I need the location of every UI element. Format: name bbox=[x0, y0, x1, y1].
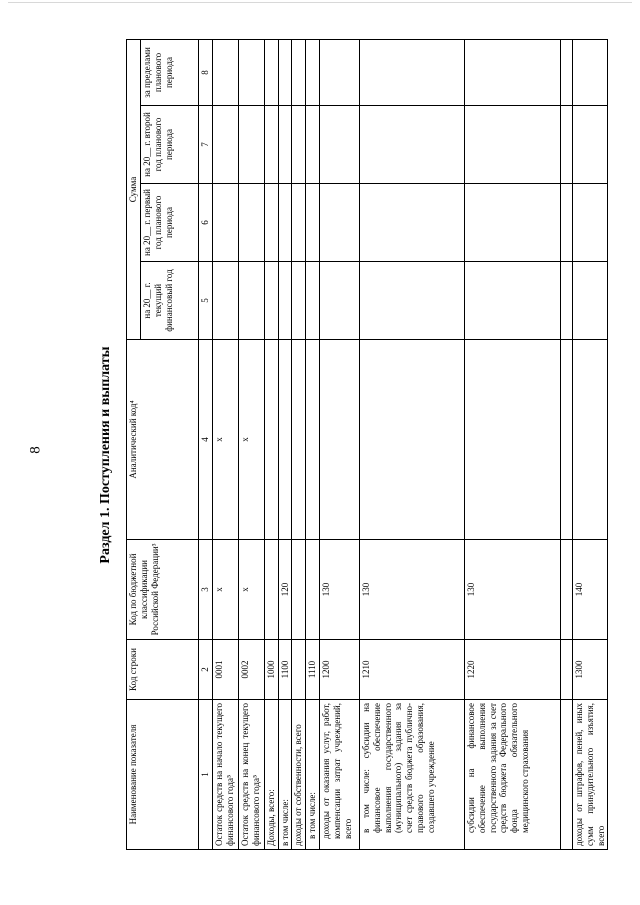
header-sum-beyond-plan: за пределами планового периода bbox=[141, 39, 199, 105]
row-sum-cell bbox=[278, 106, 292, 184]
row-name: в том числе: bbox=[278, 700, 292, 850]
row-sum-cell bbox=[306, 184, 320, 262]
row-sum-cell bbox=[238, 106, 264, 184]
row-sum-cell bbox=[572, 39, 607, 105]
table-row bbox=[278, 39, 292, 849]
row-analytic-code bbox=[264, 340, 278, 540]
row-line-code: 1220 bbox=[464, 640, 560, 700]
row-name: в том числе: bbox=[306, 700, 320, 850]
row-sum-cell bbox=[264, 106, 278, 184]
row-sum-cell bbox=[264, 184, 278, 262]
row-line-code: 1110 bbox=[306, 640, 320, 700]
row-sum-cell bbox=[464, 106, 560, 184]
row-name bbox=[560, 700, 572, 850]
row-sum-cell bbox=[212, 262, 238, 340]
row-sum-cell bbox=[212, 39, 238, 105]
row-name: Остаток средств на начало текущего финансового года⁵ bbox=[212, 700, 238, 850]
row-sum-cell bbox=[278, 184, 292, 262]
column-number: 5 bbox=[199, 262, 213, 340]
row-sum-cell bbox=[238, 184, 264, 262]
row-analytic-code bbox=[292, 340, 306, 540]
row-sum-cell bbox=[359, 39, 464, 105]
row-sum-cell bbox=[560, 262, 572, 340]
row-analytic-code bbox=[306, 340, 320, 540]
row-name: доходы от собственности, всего bbox=[292, 700, 306, 850]
row-line-code bbox=[560, 640, 572, 700]
header-line-code: Код строки bbox=[127, 640, 199, 700]
header-sum-first-plan-year: на 20__ г. первый год планового периода bbox=[141, 184, 199, 262]
row-sum-cell bbox=[560, 106, 572, 184]
table-row bbox=[238, 39, 264, 849]
receipts-payments-table bbox=[126, 39, 608, 850]
row-line-code: 1200 bbox=[319, 640, 359, 700]
row-budget-code: х bbox=[212, 540, 238, 640]
row-sum-cell bbox=[359, 106, 464, 184]
row-name: Доходы, всего: bbox=[264, 700, 278, 850]
table-row bbox=[560, 39, 572, 849]
table-row bbox=[359, 39, 464, 849]
row-sum-cell bbox=[278, 39, 292, 105]
row-budget-code: 130 bbox=[464, 540, 560, 640]
table-row bbox=[319, 39, 359, 849]
row-budget-code bbox=[306, 540, 320, 640]
row-budget-code bbox=[560, 540, 572, 640]
row-analytic-code: х bbox=[212, 340, 238, 540]
column-number: 1 bbox=[199, 700, 213, 850]
row-line-code: 1100 bbox=[278, 640, 292, 700]
row-sum-cell bbox=[572, 184, 607, 262]
row-budget-code: 120 bbox=[278, 540, 292, 640]
scan-edge-line bbox=[8, 2, 632, 3]
row-budget-code: 140 bbox=[572, 540, 607, 640]
row-name: Остаток средств на конец текущего финансового года⁵ bbox=[238, 700, 264, 850]
row-sum-cell bbox=[319, 262, 359, 340]
row-analytic-code bbox=[572, 340, 607, 540]
row-name: в том числе: субсидии на финансовое обеспечение выполнения государственного (муниципального) задания за счет средств бюджета публично-правового образования, создавшего учреждение bbox=[359, 700, 464, 850]
row-sum-cell bbox=[560, 39, 572, 105]
table-row bbox=[292, 39, 306, 849]
row-sum-cell bbox=[264, 39, 278, 105]
table-row bbox=[212, 39, 238, 849]
row-sum-cell bbox=[560, 184, 572, 262]
row-analytic-code: х bbox=[238, 340, 264, 540]
row-sum-cell bbox=[264, 262, 278, 340]
row-line-code: 1000 bbox=[264, 640, 278, 700]
row-budget-code bbox=[264, 540, 278, 640]
page-number-text: 8 bbox=[27, 446, 44, 454]
row-sum-cell bbox=[238, 262, 264, 340]
row-sum-cell bbox=[359, 262, 464, 340]
row-sum-cell bbox=[464, 262, 560, 340]
row-sum-cell bbox=[572, 262, 607, 340]
row-budget-code: х bbox=[238, 540, 264, 640]
row-sum-cell bbox=[278, 262, 292, 340]
row-line-code bbox=[292, 640, 306, 700]
row-analytic-code bbox=[464, 340, 560, 540]
row-sum-cell bbox=[292, 262, 306, 340]
header-sum-second-plan-year: на 20__ г. второй год планового периода bbox=[141, 106, 199, 184]
row-name: субсидии на финансовое обеспечение выполнения государственного задания за счет средств бюджета Федерального фонда обязательного медицинского страхования bbox=[464, 700, 560, 850]
section-title-text: Раздел 1. Поступления и выплаты bbox=[98, 346, 113, 564]
row-line-code: 1300 bbox=[572, 640, 607, 700]
row-analytic-code bbox=[278, 340, 292, 540]
header-budget-code: Код по бюджетной классификации Российской Федерации³ bbox=[127, 540, 199, 640]
row-analytic-code bbox=[560, 340, 572, 540]
column-number: 4 bbox=[199, 340, 213, 540]
row-budget-code bbox=[292, 540, 306, 640]
row-line-code: 0002 bbox=[238, 640, 264, 700]
row-sum-cell bbox=[292, 106, 306, 184]
row-analytic-code bbox=[359, 340, 464, 540]
header-name: Наименование показателя bbox=[127, 700, 199, 850]
table-row bbox=[264, 39, 278, 849]
row-sum-cell bbox=[319, 106, 359, 184]
row-sum-cell bbox=[292, 184, 306, 262]
header-sum-current-year: на 20__ г. текущий финансовый год bbox=[141, 262, 199, 340]
table-row bbox=[464, 39, 560, 849]
row-name: доходы от оказания услуг, работ, компенсации затрат учреждений, всего bbox=[319, 700, 359, 850]
row-sum-cell bbox=[212, 184, 238, 262]
table-wrapper bbox=[126, 40, 606, 850]
table-row bbox=[572, 39, 607, 849]
row-line-code: 1210 bbox=[359, 640, 464, 700]
row-sum-cell bbox=[319, 39, 359, 105]
row-sum-cell bbox=[212, 106, 238, 184]
row-analytic-code bbox=[319, 340, 359, 540]
row-sum-cell bbox=[306, 262, 320, 340]
row-name: доходы от штрафов, пеней, иных сумм принудительного изъятия, всего bbox=[572, 700, 607, 850]
column-number: 6 bbox=[199, 184, 213, 262]
column-number: 3 bbox=[199, 540, 213, 640]
column-number: 2 bbox=[199, 640, 213, 700]
row-sum-cell bbox=[572, 106, 607, 184]
row-sum-cell bbox=[464, 184, 560, 262]
row-sum-cell bbox=[306, 106, 320, 184]
row-sum-cell bbox=[306, 39, 320, 105]
row-sum-cell bbox=[238, 39, 264, 105]
table-rotation-frame bbox=[126, 40, 606, 850]
header-analytic-code: Аналитический код⁴ bbox=[127, 340, 199, 540]
row-budget-code: 130 bbox=[359, 540, 464, 640]
row-sum-cell bbox=[359, 184, 464, 262]
table-row bbox=[306, 39, 320, 849]
header-sum: Сумма bbox=[127, 39, 141, 339]
row-sum-cell bbox=[319, 184, 359, 262]
column-number: 8 bbox=[199, 39, 213, 105]
row-sum-cell bbox=[464, 39, 560, 105]
row-sum-cell bbox=[292, 39, 306, 105]
row-line-code: 0001 bbox=[212, 640, 238, 700]
column-number: 7 bbox=[199, 106, 213, 184]
row-budget-code: 130 bbox=[319, 540, 359, 640]
